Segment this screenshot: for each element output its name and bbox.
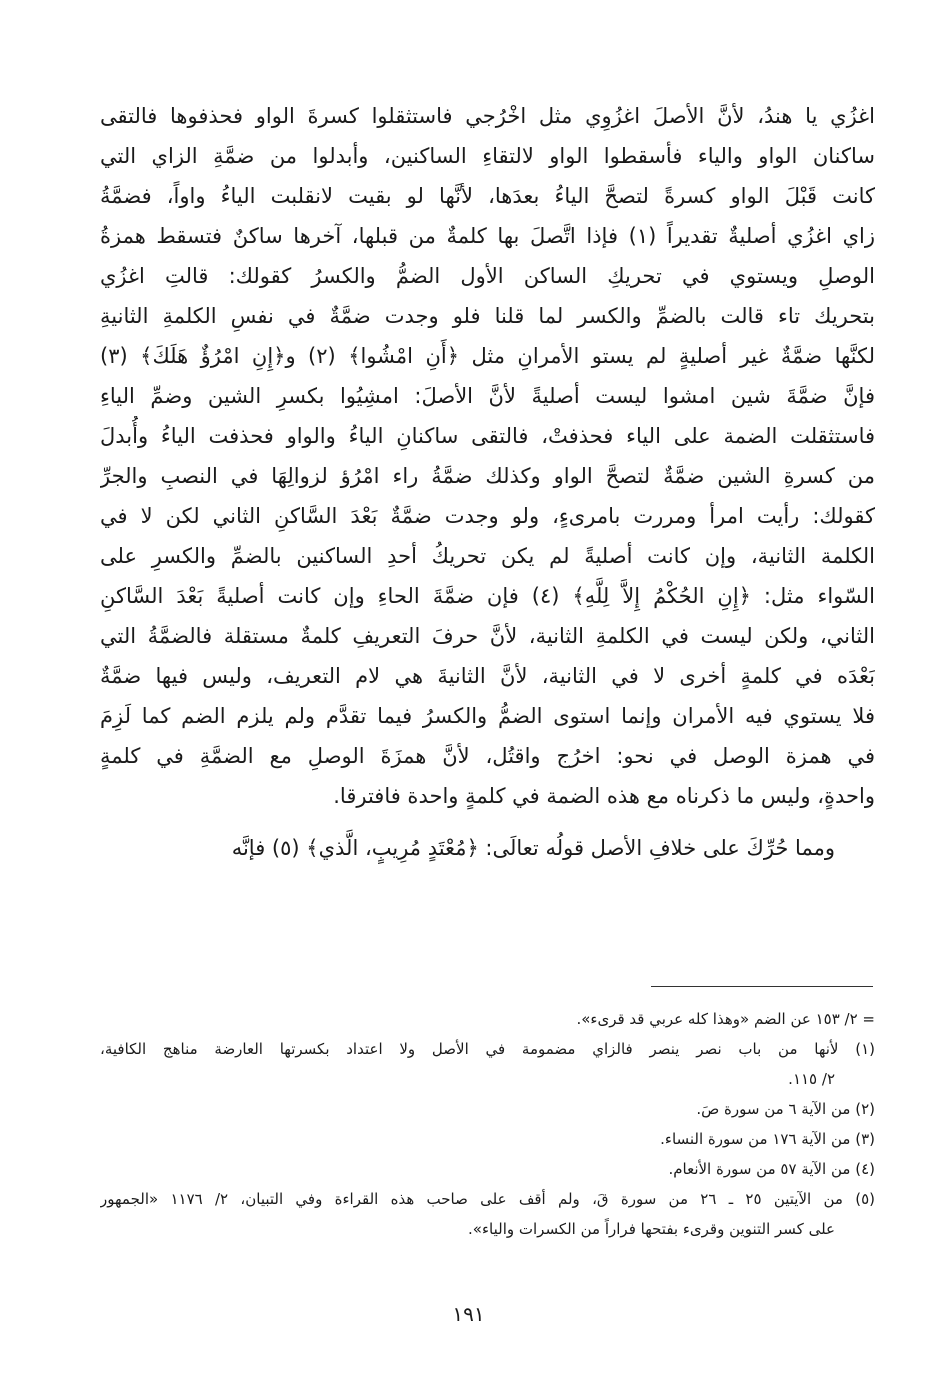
footnotes [100, 1004, 875, 1244]
footnote-2: (٢) من الآية ٦ من سورة صَ. [696, 1100, 875, 1118]
text-line: السّواء مثل: ﴿إِنِ الحُكْمُ إِلاَّ لِلَّهِ﴾ (٤) فإن ضمَّةَ الحاءِ وإن كانت أصليةً بَعْدَ السَّاكنِ [100, 584, 875, 608]
paragraph-start-line: ومما حُرِّكَ على خلافِ الأصل قولُه تعالَى: ﴿مُعْتَدٍ مُرِيبٍ، الَّذي﴾ (٥) فإنَّه [231, 836, 835, 860]
footnote-carry-over: = ٢/ ١٥٣ عن الضم «وهذا كله عربي قد قرىء». [576, 1010, 875, 1028]
text-line: كانت قَبْلَ الواو كسرةً لتصحَّ الياءُ بعدَها، لأنَّها لو بقيت لانقلبت الياءُ واواً، فضمَّةُ [100, 184, 875, 208]
text-line: من كسرةِ الشين ضمَّةٌ لتصحَّ الواو وكذلك ضمَّةُ راء امْرُؤ لزوالِهَا في النصبِ والجرِّ [100, 464, 875, 488]
footnote-3: (٣) من الآية ١٧٦ من سورة النساء. [660, 1130, 875, 1148]
footnote-1: (١) لأنها من باب نصر ينصر فالزاي مضمومة في الأصل ولا اعتداد بكسرتها العارضة مناهج الكافية، [100, 1040, 875, 1058]
text-line: فاستثقلت الضمة على الياء فحذفتْ، فالتقى ساكنانِ الياءُ والواو فحذفت الياءُ وأُبدلَ [100, 424, 875, 448]
text-line: الكلمة الثانية، وإن كانت أصليةً لم يكن تحريكُ أحدِ الساكنين بالضمِّ والكسرِ على [100, 544, 875, 568]
footnote-5: (٥) من الآيتين ٢٥ ـ ٢٦ من سورة قَ، ولم أقف على صاحب هذه القراءة وفي التبيان، ٢/ ١١٧٦ «الجمهور [100, 1190, 875, 1208]
text-line: فإنَّ ضمَّةَ شين امشوا ليست أصليةً لأنَّ الأصلَ: امشِيُوا بكسرِ الشين وضمِّ الياءِ [100, 384, 875, 408]
text-line: بَعْدَه في كلمةٍ أخرى لا في الثانية، لأنَّ الثانيةَ هي لام التعريف، وليس فيها ضمَّةٌ [100, 664, 875, 688]
footnote-5-continued: على كسر التنوين وقرىء بفتحها فراراً من الكسرات والياء». [468, 1220, 835, 1238]
text-line: الثاني، ولكن ليست في الكلمةِ الثانية، لأنَّ حرفَ التعريفِ كلمةٌ مستقلة فالضمَّةُ التي [100, 624, 875, 648]
main-text [100, 96, 875, 868]
footnote-1-continued: ٢/ ١١٥. [788, 1070, 835, 1088]
page-number: ١٩١ [452, 1302, 485, 1326]
text-line: فلا يستوي فيه الأمران وإنما استوى الضمُّ والكسرُ فيما تقدَّم ولم يلزم الضم كما لَزِمَ [100, 704, 875, 728]
text-line: اغزُي يا هندُ، لأنَّ الأصلَ اغزُوِي مثل اخْرُجي فاستثقلوا كسرةَ الواو فحذفوها فالتقى [100, 104, 875, 128]
text-line: كقولك: رأيت امرأ ومررت بامرىءٍ، ولو وجدت ضمَّةٌ بَعْدَ السَّاكنِ الثاني لكن لا في [100, 504, 875, 528]
text-line: بتحريك تاء قالت بالضمِّ والكسر لما قلنا فلو وجدت ضمَّةٌ في نفسِ الكلمةِ الثانيةِ [100, 304, 875, 328]
text-line: الوصلِ ويستوي في تحريكِ الساكن الأول الضمُّ والكسرُ كقولك: قالتِ اغزُي [100, 264, 875, 288]
text-line: زاي اغزُي أصليةٌ تقديراً (١) فإذا اتَّصلَ بها كلمةٌ من قبلها، آخرها ساكنٌ فتسقط همزةُ [100, 224, 875, 248]
footnote-4: (٤) من الآية ٥٧ من سورة الأنعام. [668, 1160, 875, 1178]
text-line: لكنَّها ضمَّةٌ غير أصليةٍ لم يستو الأمرانِ مثل ﴿أَنِ امْشُوا﴾ (٢) و﴿إِنِ امْرُؤٌ هَلَكَ﴾ (٣) [100, 344, 875, 368]
text-line: في همزة الوصل في نحو: اخرُج واقتُل، لأنَّ همزَةَ الوصلِ مع الضمَّةِ في كلمةٍ [100, 744, 875, 768]
footnote-separator [651, 986, 873, 987]
text-line: ساكنان الواو والياء فأسقطوا الواو لالتقاءِ الساكنين، وأبدلوا من ضمَّةِ الزاي التي [100, 144, 875, 168]
text-line: واحدةٍ، وليس ما ذكرناه مع هذه الضمة في كلمةٍ واحدة فافترقا. [333, 784, 875, 808]
